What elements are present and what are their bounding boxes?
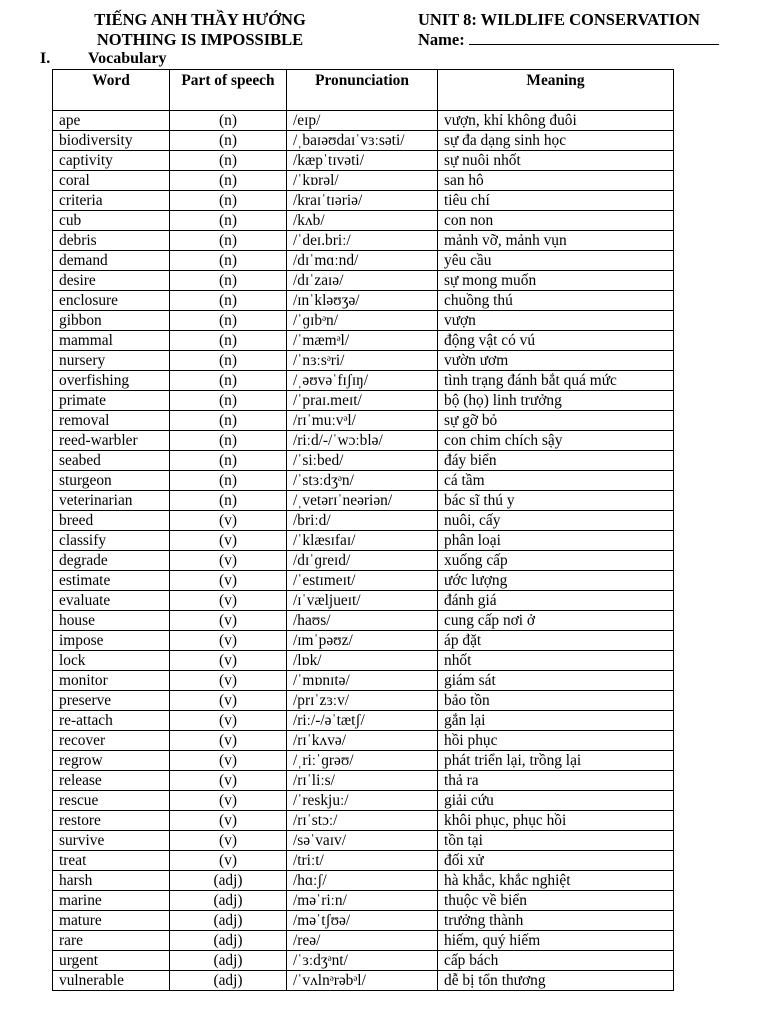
cell-meaning: dễ bị tổn thương [438, 971, 674, 991]
cell-pronunciation: /dɪˈzaɪə/ [287, 271, 438, 291]
cell-meaning: đáy biển [438, 451, 674, 471]
cell-pronunciation: /rɪˈmuːvᵊl/ [287, 411, 438, 431]
cell-word: primate [53, 391, 170, 411]
column-header-word: Word [53, 70, 170, 111]
column-header-part-of-speech: Part of speech [170, 70, 287, 111]
cell-part-of-speech: (v) [170, 671, 287, 691]
cell-pronunciation: /kæpˈtɪvəti/ [287, 151, 438, 171]
table-row [53, 371, 674, 391]
table-row [53, 811, 674, 831]
cell-part-of-speech: (v) [170, 531, 287, 551]
cell-pronunciation: /ˈestɪmeɪt/ [287, 571, 438, 591]
cell-word: estimate [53, 571, 170, 591]
cell-pronunciation: /ˌvetərɪˈneəriən/ [287, 491, 438, 511]
cell-pronunciation: /kʌb/ [287, 211, 438, 231]
table-row [53, 751, 674, 771]
cell-meaning: con non [438, 211, 674, 231]
table-row [53, 351, 674, 371]
cell-meaning: vượn, khỉ không đuôi [438, 111, 674, 131]
cell-meaning: ước lượng [438, 571, 674, 591]
cell-word: survive [53, 831, 170, 851]
table-row [53, 271, 674, 291]
cell-meaning: con chim chích sậy [438, 431, 674, 451]
table-row [53, 211, 674, 231]
name-field[interactable] [418, 30, 719, 50]
name-label: Name: [418, 30, 465, 49]
cell-word: impose [53, 631, 170, 651]
cell-meaning: xuống cấp [438, 551, 674, 571]
table-row [53, 691, 674, 711]
cell-part-of-speech: (n) [170, 171, 287, 191]
cell-pronunciation: /ɪnˈkləʊʒə/ [287, 291, 438, 311]
cell-pronunciation: /ˈkɒrəl/ [287, 171, 438, 191]
table-row [53, 611, 674, 631]
cell-pronunciation: /məˈtʃʊə/ [287, 911, 438, 931]
cell-meaning: bảo tồn [438, 691, 674, 711]
table-row [53, 251, 674, 271]
cell-pronunciation: /ˈpraɪ.meɪt/ [287, 391, 438, 411]
cell-word: ape [53, 111, 170, 131]
table-row [53, 431, 674, 451]
cell-pronunciation: /dɪˈɡreɪd/ [287, 551, 438, 571]
cell-meaning: giám sát [438, 671, 674, 691]
table-row [53, 571, 674, 591]
cell-meaning: chuồng thú [438, 291, 674, 311]
table-row [53, 291, 674, 311]
cell-pronunciation: /ˈɡɪbᵊn/ [287, 311, 438, 331]
cell-word: harsh [53, 871, 170, 891]
cell-meaning: tình trạng đánh bắt quá mức [438, 371, 674, 391]
cell-meaning: áp đặt [438, 631, 674, 651]
table-row [53, 871, 674, 891]
table-row [53, 851, 674, 871]
cell-pronunciation: /ˈɜːdʒᵊnt/ [287, 951, 438, 971]
table-row [53, 711, 674, 731]
cell-pronunciation: /məˈriːn/ [287, 891, 438, 911]
teacher-name: TIẾNG ANH THẦY HƯỚNG [94, 10, 306, 29]
cell-word: seabed [53, 451, 170, 471]
cell-part-of-speech: (adj) [170, 911, 287, 931]
teacher-header [60, 10, 340, 50]
table-row [53, 651, 674, 671]
cell-meaning: đối xử [438, 851, 674, 871]
cell-meaning: tiêu chí [438, 191, 674, 211]
cell-pronunciation: /ɪmˈpəʊz/ [287, 631, 438, 651]
cell-part-of-speech: (n) [170, 411, 287, 431]
unit-header [418, 10, 719, 50]
cell-word: preserve [53, 691, 170, 711]
cell-part-of-speech: (v) [170, 831, 287, 851]
cell-word: mature [53, 911, 170, 931]
cell-meaning: sự nuôi nhốt [438, 151, 674, 171]
cell-part-of-speech: (n) [170, 391, 287, 411]
cell-pronunciation: /rɪˈkʌvə/ [287, 731, 438, 751]
cell-meaning: thuộc về biển [438, 891, 674, 911]
table-row [53, 791, 674, 811]
table-row [53, 191, 674, 211]
cell-part-of-speech: (v) [170, 751, 287, 771]
cell-pronunciation: /ˈvʌlnᵊrəbᵊl/ [287, 971, 438, 991]
cell-word: treat [53, 851, 170, 871]
cell-meaning: cấp bách [438, 951, 674, 971]
cell-word: degrade [53, 551, 170, 571]
cell-word: biodiversity [53, 131, 170, 151]
cell-pronunciation: /ˌriːˈɡrəʊ/ [287, 751, 438, 771]
cell-meaning: phân loại [438, 531, 674, 551]
cell-part-of-speech: (n) [170, 211, 287, 231]
cell-meaning: tồn tại [438, 831, 674, 851]
cell-part-of-speech: (n) [170, 431, 287, 451]
cell-word: demand [53, 251, 170, 271]
cell-part-of-speech: (v) [170, 551, 287, 571]
cell-part-of-speech: (n) [170, 131, 287, 151]
table-row [53, 911, 674, 931]
slogan: NOTHING IS IMPOSSIBLE [96, 30, 304, 49]
cell-pronunciation: /triːt/ [287, 851, 438, 871]
cell-part-of-speech: (v) [170, 691, 287, 711]
cell-part-of-speech: (v) [170, 611, 287, 631]
table-row [53, 771, 674, 791]
cell-meaning: san hô [438, 171, 674, 191]
cell-part-of-speech: (v) [170, 591, 287, 611]
cell-word: recover [53, 731, 170, 751]
cell-meaning: đánh giá [438, 591, 674, 611]
table-row [53, 131, 674, 151]
cell-part-of-speech: (adj) [170, 931, 287, 951]
cell-word: reed-warbler [53, 431, 170, 451]
column-header-pronunciation: Pronunciation [287, 70, 438, 111]
cell-part-of-speech: (v) [170, 511, 287, 531]
cell-pronunciation: /lɒk/ [287, 651, 438, 671]
cell-meaning: sự mong muốn [438, 271, 674, 291]
table-row [53, 951, 674, 971]
cell-part-of-speech: (n) [170, 151, 287, 171]
cell-word: desire [53, 271, 170, 291]
cell-meaning: phát triển lại, trồng lại [438, 751, 674, 771]
cell-word: restore [53, 811, 170, 831]
cell-word: mammal [53, 331, 170, 351]
cell-meaning: thả ra [438, 771, 674, 791]
cell-meaning: cá tầm [438, 471, 674, 491]
cell-word: removal [53, 411, 170, 431]
table-row [53, 511, 674, 531]
cell-meaning: khôi phục, phục hồi [438, 811, 674, 831]
table-row [53, 971, 674, 991]
cell-part-of-speech: (v) [170, 851, 287, 871]
cell-part-of-speech: (n) [170, 191, 287, 211]
cell-word: enclosure [53, 291, 170, 311]
cell-part-of-speech: (adj) [170, 891, 287, 911]
cell-word: criteria [53, 191, 170, 211]
cell-word: monitor [53, 671, 170, 691]
cell-meaning: bác sĩ thú y [438, 491, 674, 511]
cell-meaning: cung cấp nơi ở [438, 611, 674, 631]
cell-word: house [53, 611, 170, 631]
cell-word: coral [53, 171, 170, 191]
cell-word: classify [53, 531, 170, 551]
table-row [53, 671, 674, 691]
cell-word: vulnerable [53, 971, 170, 991]
table-row [53, 231, 674, 251]
cell-meaning: trưởng thành [438, 911, 674, 931]
cell-pronunciation: /ˌbaɪəʊdaɪˈvɜːsəti/ [287, 131, 438, 151]
cell-word: regrow [53, 751, 170, 771]
cell-word: rescue [53, 791, 170, 811]
cell-part-of-speech: (n) [170, 271, 287, 291]
cell-part-of-speech: (n) [170, 371, 287, 391]
cell-pronunciation: /ˈmæmᵊl/ [287, 331, 438, 351]
cell-meaning: hiếm, quý hiếm [438, 931, 674, 951]
table-row [53, 151, 674, 171]
cell-part-of-speech: (v) [170, 791, 287, 811]
cell-pronunciation: /haʊs/ [287, 611, 438, 631]
cell-part-of-speech: (adj) [170, 951, 287, 971]
cell-word: re-attach [53, 711, 170, 731]
cell-pronunciation: /rɪˈliːs/ [287, 771, 438, 791]
unit-title: UNIT 8: WILDLIFE CONSERVATION [418, 10, 700, 29]
cell-pronunciation: /dɪˈmɑːnd/ [287, 251, 438, 271]
cell-part-of-speech: (v) [170, 711, 287, 731]
cell-part-of-speech: (n) [170, 251, 287, 271]
table-row [53, 171, 674, 191]
cell-pronunciation: /səˈvaɪv/ [287, 831, 438, 851]
table-row [53, 311, 674, 331]
table-row [53, 391, 674, 411]
cell-word: nursery [53, 351, 170, 371]
cell-word: sturgeon [53, 471, 170, 491]
cell-meaning: sự gỡ bỏ [438, 411, 674, 431]
cell-meaning: hồi phục [438, 731, 674, 751]
cell-word: captivity [53, 151, 170, 171]
table-row [53, 451, 674, 471]
vocabulary-table [52, 69, 674, 991]
cell-part-of-speech: (n) [170, 451, 287, 471]
cell-pronunciation: /eɪp/ [287, 111, 438, 131]
cell-word: evaluate [53, 591, 170, 611]
cell-part-of-speech: (n) [170, 471, 287, 491]
cell-part-of-speech: (adj) [170, 871, 287, 891]
table-row [53, 471, 674, 491]
table-header-row [53, 70, 674, 111]
cell-part-of-speech: (n) [170, 351, 287, 371]
cell-meaning: gắn lại [438, 711, 674, 731]
table-row [53, 411, 674, 431]
cell-part-of-speech: (v) [170, 651, 287, 671]
cell-meaning: bộ (họ) linh trưởng [438, 391, 674, 411]
cell-meaning: mảnh vỡ, mảnh vụn [438, 231, 674, 251]
cell-part-of-speech: (n) [170, 231, 287, 251]
cell-word: release [53, 771, 170, 791]
name-blank-line[interactable] [469, 30, 719, 45]
cell-meaning: sự đa dạng sinh học [438, 131, 674, 151]
table-row [53, 551, 674, 571]
cell-pronunciation: /prɪˈzɜːv/ [287, 691, 438, 711]
column-header-meaning: Meaning [438, 70, 674, 111]
cell-word: breed [53, 511, 170, 531]
section-heading [40, 50, 167, 68]
table-row [53, 731, 674, 751]
cell-pronunciation: /kraɪˈtɪəriə/ [287, 191, 438, 211]
cell-meaning: yêu cầu [438, 251, 674, 271]
cell-meaning: nhốt [438, 651, 674, 671]
cell-meaning: động vật có vú [438, 331, 674, 351]
cell-part-of-speech: (n) [170, 331, 287, 351]
cell-part-of-speech: (n) [170, 491, 287, 511]
cell-meaning: hà khắc, khắc nghiệt [438, 871, 674, 891]
cell-meaning: nuôi, cấy [438, 511, 674, 531]
cell-pronunciation: /ˈreskjuː/ [287, 791, 438, 811]
cell-pronunciation: /ɪˈvæljueɪt/ [287, 591, 438, 611]
cell-meaning: vườn ươm [438, 351, 674, 371]
section-number: I. [40, 50, 51, 67]
cell-word: overfishing [53, 371, 170, 391]
cell-pronunciation: /rɪˈstɔː/ [287, 811, 438, 831]
cell-pronunciation: /ˌəʊvəˈfɪʃɪŋ/ [287, 371, 438, 391]
table-row [53, 491, 674, 511]
cell-part-of-speech: (v) [170, 771, 287, 791]
cell-meaning: giải cứu [438, 791, 674, 811]
cell-pronunciation: /reə/ [287, 931, 438, 951]
table-row [53, 591, 674, 611]
cell-pronunciation: /ˈnɜːsᵊri/ [287, 351, 438, 371]
cell-part-of-speech: (v) [170, 631, 287, 651]
cell-part-of-speech: (n) [170, 311, 287, 331]
table-row [53, 891, 674, 911]
cell-part-of-speech: (n) [170, 291, 287, 311]
cell-word: debris [53, 231, 170, 251]
table-row [53, 111, 674, 131]
cell-meaning: vượn [438, 311, 674, 331]
cell-pronunciation: /riː/-/əˈtætʃ/ [287, 711, 438, 731]
table-row [53, 631, 674, 651]
cell-word: cub [53, 211, 170, 231]
cell-part-of-speech: (v) [170, 731, 287, 751]
table-row [53, 331, 674, 351]
table-row [53, 831, 674, 851]
cell-word: marine [53, 891, 170, 911]
cell-word: lock [53, 651, 170, 671]
cell-part-of-speech: (v) [170, 811, 287, 831]
table-row [53, 931, 674, 951]
table-row [53, 531, 674, 551]
cell-part-of-speech: (adj) [170, 971, 287, 991]
section-title: Vocabulary [88, 50, 167, 67]
cell-word: urgent [53, 951, 170, 971]
cell-pronunciation: /ˈklæsɪfaɪ/ [287, 531, 438, 551]
cell-pronunciation: /ˈdeɪ.briː/ [287, 231, 438, 251]
cell-pronunciation: /riːd/-/ˈwɔːblə/ [287, 431, 438, 451]
cell-pronunciation: /ˈstɜːdʒᵊn/ [287, 471, 438, 491]
cell-part-of-speech: (n) [170, 111, 287, 131]
cell-word: rare [53, 931, 170, 951]
cell-pronunciation: /ˈmɒnɪtə/ [287, 671, 438, 691]
cell-pronunciation: /ˈsiːbed/ [287, 451, 438, 471]
cell-word: veterinarian [53, 491, 170, 511]
cell-pronunciation: /briːd/ [287, 511, 438, 531]
cell-word: gibbon [53, 311, 170, 331]
cell-pronunciation: /hɑːʃ/ [287, 871, 438, 891]
cell-part-of-speech: (v) [170, 571, 287, 591]
